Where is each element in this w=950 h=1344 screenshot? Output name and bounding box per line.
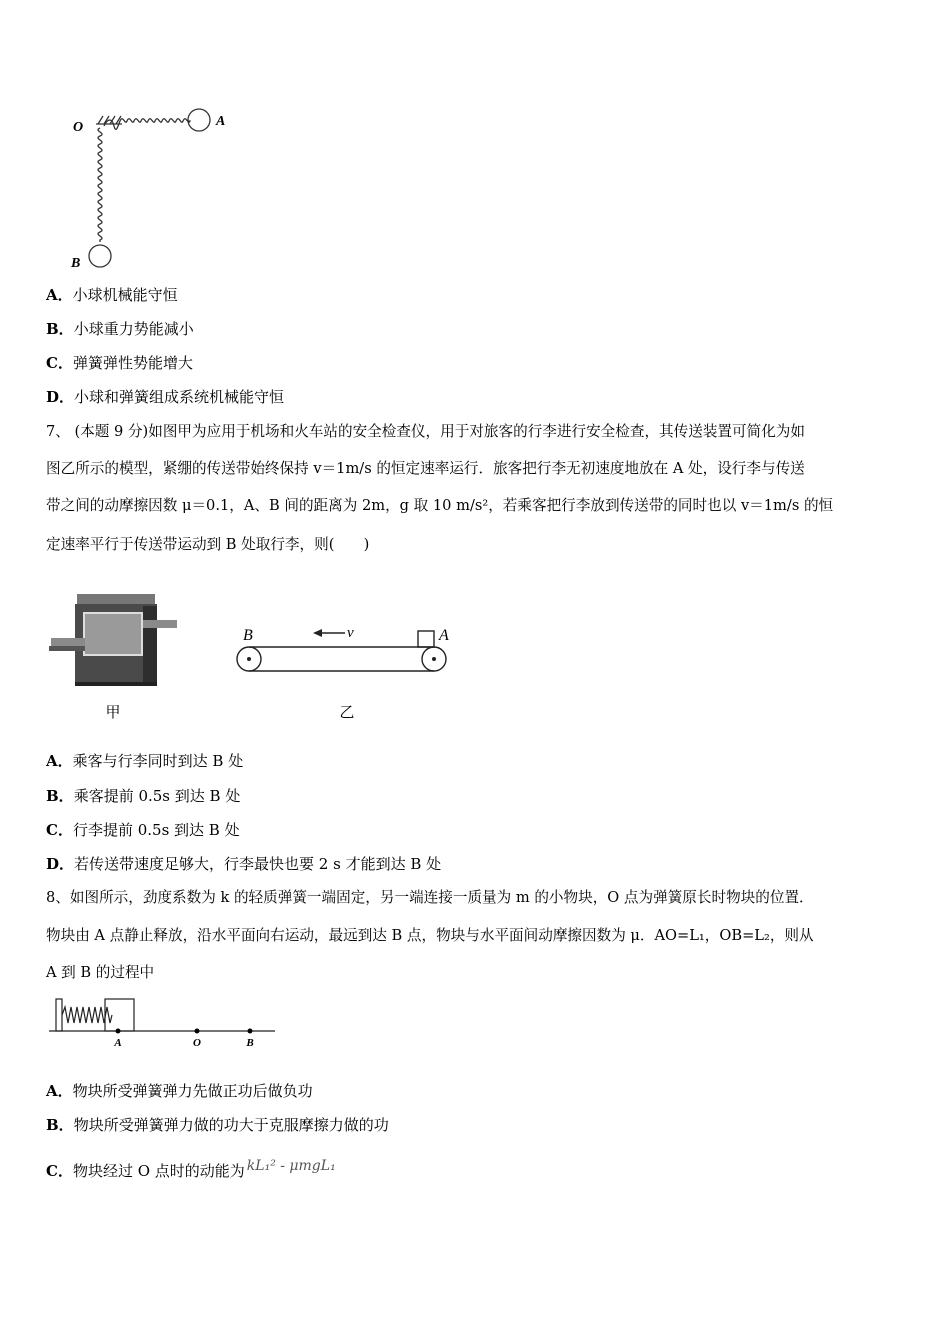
caption-yi: 乙 <box>339 703 355 721</box>
belt-label-v: v <box>347 625 354 641</box>
q6-option-d[interactable]: D．小球和弹簧组成系统机械能守恒 <box>46 388 285 406</box>
label-o: O <box>73 120 84 135</box>
spring-ball-figure <box>60 100 240 275</box>
q6-option-c[interactable]: C．弹簧弹性势能增大 <box>46 354 193 372</box>
q7-stem-line-2: 图乙所示的模型，紧绷的传送带始终保持 v＝1m/s 的恒定速率运行．旅客把行李无初速度地放在 A 处，设行李与传送 <box>46 460 805 477</box>
belt-label-b: B <box>243 627 253 644</box>
q7-stem-line-3: 带之间的动摩擦因数 μ＝0.1，A、B 间的距离为 2m，g 取 10 m/s²，若乘客把行李放到传送带的同时也以 v＝1m/s 的恒 <box>46 497 834 514</box>
q7-stem-line-4: 定速率平行于传送带运动到 B 处取行李，则( ) <box>46 536 370 553</box>
q6-option-b[interactable]: B．小球重力势能减小 <box>46 320 194 338</box>
q7-stem-line-1: 7、 (本题 9 分)如图甲为应用于机场和火车站的安全检查仪，用于对旅客的行李进行安全检查，其传送装置可简化为如 <box>46 423 805 440</box>
q8-stem-line-1: 8、如图所示，劲度系数为 k 的轻质弹簧一端固定，另一端连接一质量为 m 的小物块，O 点为弹簧原长时物块的位置． <box>46 889 814 906</box>
q7-option-d[interactable]: D．若传送带速度足够大，行李最快也要 2 s 才能到达 B 处 <box>46 855 442 873</box>
label-a: A <box>216 114 226 129</box>
label-b: B <box>71 256 81 271</box>
belt-label-a: A <box>439 627 449 644</box>
point-label-a: A <box>114 1037 122 1049</box>
q7-option-b[interactable]: B．乘客提前 0.5s 到达 B 处 <box>46 787 241 805</box>
security-scanner-figure <box>45 590 185 725</box>
q8-stem-line-3: A 到 B 的过程中 <box>46 964 155 981</box>
q8-option-c[interactable]: C．物块经过 O 点时的动能为 kL₁² - μmgL₁ <box>46 1158 336 1180</box>
point-label-b: B <box>246 1037 254 1049</box>
caption-jia: 甲 <box>105 703 121 721</box>
q8-stem-line-2: 物块由 A 点静止释放，沿水平面向右运动，最远到达 B 点，物块与水平面间动摩擦因数为 μ．AO=L₁，OB=L₂，则从 <box>46 927 814 944</box>
spring-block-figure <box>45 993 285 1053</box>
q8-option-b[interactable]: B．物块所受弹簧弹力做的功大于克服摩擦力做的功 <box>46 1116 389 1134</box>
conveyor-belt-figure <box>225 615 465 725</box>
q8-option-a[interactable]: A．物块所受弹簧弹力先做正功后做负功 <box>46 1082 313 1100</box>
point-label-o: O <box>193 1037 201 1049</box>
q6-option-a[interactable]: A．小球机械能守恒 <box>46 286 178 304</box>
q7-option-a[interactable]: A．乘客与行李同时到达 B 处 <box>46 752 244 770</box>
kinetic-energy-formula: kL₁² - μmgL₁ <box>246 1158 336 1174</box>
q7-option-c[interactable]: C．行李提前 0.5s 到达 B 处 <box>46 821 240 839</box>
